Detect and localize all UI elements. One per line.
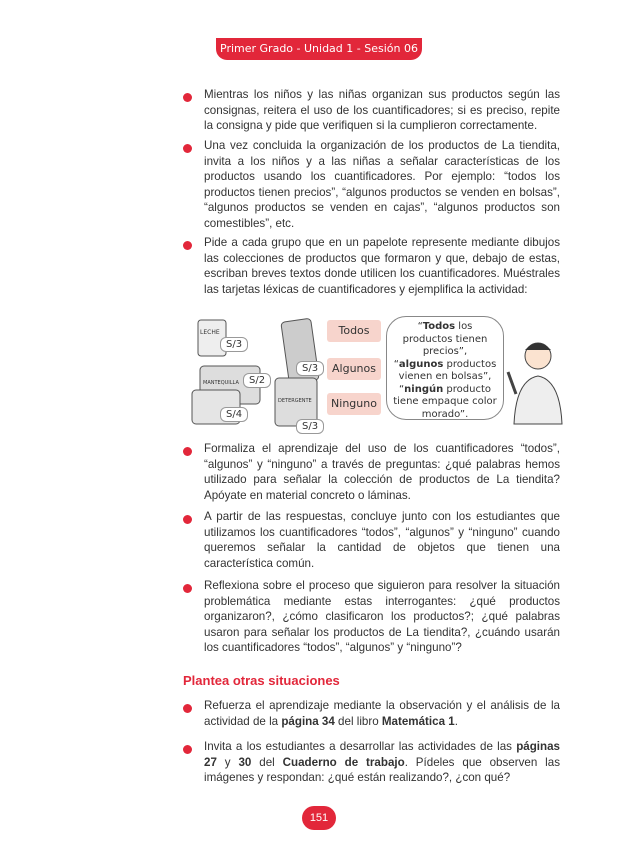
paragraph-5: A partir de las respuestas, concluye junto con los estudiantes que utilizamos los cuantificadores “todos”, “algunos” y “ninguno” cuando queremos señalar la cantidad de objetos que tienen una característica común. [204,510,560,570]
bullet-3 [183,241,192,250]
paragraph-1: Mientras los niños y las niñas organizan sus productos según las consignas, reitera el uso de los cuantificadores; si es preciso, repite la consigna y pide que verifiquen si la cumplieron correctamente. [204,88,560,133]
p7-text: Refuerza el aprendizaje mediante la observación y el análisis de la actividad de la [204,699,560,728]
unit-header: Primer Grado - Unidad 1 - Sesión 06 [216,38,422,60]
paragraph-8 [204,739,560,786]
card-ninguno: Ninguno [327,393,381,415]
milk-can-label: LECHE [200,329,220,336]
bubble-text-3: producto tiene empaque color morado”. [393,383,497,420]
paragraph-3: Pide a cada grupo que en un papelote represente mediante dibujos las colecciones de productos que formaron y que, debajo de estas, escriban breves textos donde utilicen los cuantificadores. Muéstrales las tarjetas léxicas de cuantificadores y ejemplifica la actividad: [204,236,560,296]
bullet-8 [183,745,192,754]
speech-bubble [386,316,504,420]
bubble-text-1: los productos tienen precios”, [402,321,488,357]
price-tag: S/3 [220,337,248,352]
price-tag: S/4 [220,407,248,422]
paragraph-4: Formaliza el aprendizaje del uso de los cuantificadores “todos”, “algunos” y “ninguno” a través de preguntas: ¿qué palabras hemos utilizado para señalar la colección de productos de La tiendita? Apóyate en material concreto o láminas. [204,442,560,502]
paragraph-7 [204,698,560,729]
p8-text: y [216,755,239,769]
p7-book: Matemática 1 [381,714,455,728]
quote-mark: “ [393,358,399,370]
word-ningun: ningún [404,383,444,395]
paragraph-6: Reflexiona sobre el proceso que siguieron para resolver la situación problemática mediante estas interrogantes: ¿qué productos organizaron?, ¿cómo clasificaron los productos?; ¿qué palabras usaron para señalar los productos de La tiendita?, ¿cuándo usarán los cuantificadores “todos”, “algunos” y “ninguno”? [204,579,560,655]
bullet-5 [183,515,192,524]
p8-text: . Pídeles que observen las imágenes y respondan: ¿qué están realizando?, ¿con qué? [204,755,560,785]
word-algunos: algunos [398,358,444,370]
teacher-figure [506,336,570,426]
quote-mark: “ [398,383,405,395]
quote-mark: “ [417,321,423,332]
bullet-1 [183,93,192,102]
butter-label: MANTEQUILLA [203,380,239,386]
price-tag: S/3 [296,419,324,434]
bullet-6 [183,584,192,593]
bullet-4 [183,447,192,456]
p8-pages: páginas 27 [204,740,560,769]
paragraph-2: Una vez concluida la organización de los productos de La tiendita, invita a los niños y a las niñas a señalar características de los productos usando los cuantificadores. Por ejemplo: “todos los productos tienen precios”, “algunos productos se venden en bolsas”, “algunos productos se venden en cajas”, “algunos productos son comestibles”, etc. [204,139,560,230]
section-title: Plantea otras situaciones [183,673,340,688]
detergent-label: DETERGENTE [278,398,312,404]
p7-text: del libro [334,714,382,728]
card-algunos: Algunos [327,358,381,380]
page-number: 151 [302,806,336,830]
price-tag: S/3 [296,361,324,376]
word-todos: Todos [422,321,456,332]
bullet-2 [183,144,192,153]
p8-text: Invita a los estudiantes a desarrollar las actividades de las [204,740,517,753]
p8-pages: 30 [238,755,252,769]
p7-text: . [454,714,458,728]
bullet-7 [183,704,192,713]
p7-page: página 34 [281,714,335,728]
p8-text: del [251,755,283,769]
p8-workbook: Cuaderno de trabajo [282,755,405,769]
card-todos: Todos [327,320,381,342]
bubble-text-2: productos vienen en bolsas”, [398,358,497,382]
price-tag: S/2 [243,373,271,388]
